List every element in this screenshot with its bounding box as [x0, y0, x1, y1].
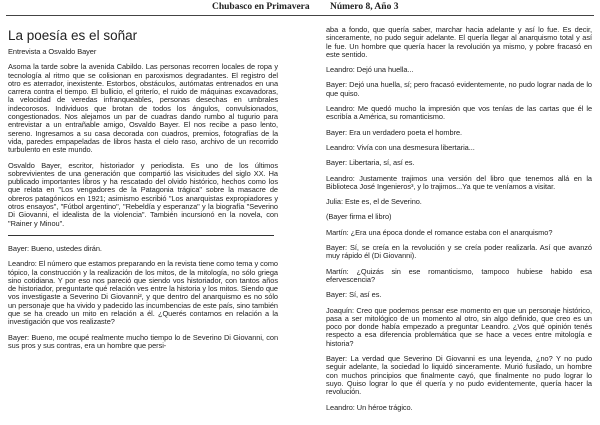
interview-line: Leandro: Un héroe trágico. [326, 402, 413, 412]
interview-line: Leandro: Vivía con una desmesura libertaria... [326, 142, 475, 152]
interview-line: Bayer: Sí, se creía en la revolución y se creía poder realizarla. Así que avanzó muy rápido él (Di Giovanni). [326, 243, 592, 261]
interview-line: Bayer: La verdad que Severino Di Giovanni es una leyenda, ¿no? Y no pudo seguir adelante, la sociedad lo liquidó sinceramente. Murió fusilado, un hombre con muchos principios que finalmente cayó, que finalmente no pudo lograr lo suyo. Quiso lograr lo que él quería y no pudo evidentemente, quería hacer la revolución. [326, 354, 592, 397]
interview-line: Joaquín: Creo que podemos pensar ese momento en que un personaje histórico, pasa a ser mitológico de un momento al otro, sin algo definido, que creo es un poco por donde había empezado a preguntar Leandro. ¿Vos qué opinión tenés respecto a esa diferencia problemática que se hace a veces entre mitología e historia? [326, 305, 592, 348]
left-column [8, 20, 278, 357]
interview-line: Bayer: Bueno, ustedes dirán. [8, 243, 102, 253]
interview-line: Bayer: Dejó una huella, sí; pero fracasó evidentemente, no pudo lograr nada de lo que quiso. [326, 80, 592, 98]
issue-number: Número 8, Año 3 [330, 2, 399, 12]
interview-line: Bayer: Bueno, me ocupé realmente mucho tiempo lo de Severino Di Giovanni, con sus pros y sus contras, era un hombre que persi- [8, 332, 278, 350]
interview-line: Julia: Este es, el de Severino. [326, 197, 422, 207]
article-byline: Entrevista a Osvaldo Bayer [8, 47, 97, 56]
interview-line: Leandro: Justamente trajimos una versión del libro que tenemos allá en la Biblioteca José Ingenieros³, y lo trajimos...Ya que te veníamos a visitar. [326, 173, 592, 191]
intro-paragraph: Osvaldo Bayer, escritor, historiador y periodista. Es uno de los últimos sobrevivientes de una generación que compartió las visicitudes del siglo XX. Ha publicado importantes libros y ha rescatado del olvido histórico, hechos como los que relata en "Los vengadores de la Patagonia trágica" sobre la masacre de obreros patagónicos en 1921; asimismo escribió "Los anarquistas expropiadores y otros ensayos", "Fútbol argentino", "Rebeldía y esperanza" y la biografía "Severino Di Giovanni, el idealista de la violencia". También incursionó en la novela, con "Rainer y Minou". [8, 160, 278, 228]
article-title: La poesía es el soñar [8, 28, 138, 43]
right-column [326, 26, 592, 419]
interview-line: Martín: ¿Era una época donde el romance estaba con el anarquismo? [326, 227, 553, 237]
publication-name: Chubasco en Primavera [212, 2, 310, 12]
interview-line: Leandro: Dejó una huella... [326, 65, 414, 75]
header-rule [6, 15, 594, 16]
interview-line: Martín: ¿Quizás sin ese romanticismo, tampoco hubiese habido esa efervescencia? [326, 266, 592, 284]
interview-line: aba a fondo, que quería saber, marchar hacia adelante y así lo fue. Es decir, sinceramente, no pudo seguir adelante. El quería llegar al anarquismo total y así le fue. Un hombre que quería hacer la revolución ya mismo, y pobre fracasó en este sentido. [326, 25, 592, 59]
interview-line: Bayer: Sí, así es. [326, 290, 382, 300]
interview-line: Leandro: El número que estamos preparando en la revista tiene como tema y como tópico, la construcción y la realización de los mitos, de la mitología, no sólo griega sino cotidiana. Y por eso nos pareció que siendo vos historiador, con tantos años de historiador, preguntarte qué relación ves entre la historia y los mitos. Siendo que vos investigaste a Severino Di Giovanni², y que dentro del anarquismo es no sólo un personaje que ha vivido y padecido las incumbencias de este país, sino también que se ha creado un mito en relación a él. ¿Querés contarnos en relación a la investigación que vos realizaste? [8, 259, 278, 327]
running-header [0, 1, 600, 15]
interview-line: Leandro: Me quedó mucho la impresión que vos tenías de las cartas que él le escribía a América, su romanticismo. [326, 104, 592, 122]
stage-direction: (Bayer firma el libro) [326, 212, 392, 222]
section-rule [8, 235, 274, 236]
interview-line: Bayer: Libertaria, sí, así es. [326, 158, 415, 168]
interview-line: Bayer: Era un verdadero poeta el hombre. [326, 127, 463, 137]
intro-paragraph: Asoma la tarde sobre la avenida Cabildo. Las personas recorren locales de ropa y tecnología al ritmo que se colisionan en paroxismos degradantes. El registro del otro es aterrador, inexistente. Estorbos, obstáculos, autómatas entrenados en una carrera contra el tiempo. El bullicio, el griterío, el ruido de máquinas excavadoras, la velocidad de veredas infranqueables, personas desechas en umbrales indecorosos. Individuos que brotan de todos los ángulos, convulsionados, congestionados. Nos alejamos un par de cuadras dando rumbo al tugurio para entrevistar a un entrañable amigo, Osvaldo Bayer. El nos recibe a paso lento, sereno. Ingresamos a su casa decorada con cuadros, premios, fotografías de la vida, paredes empapeladas de libros hasta el cielo raso, archivo de un recorrido turbulento en este mundo. [8, 62, 278, 155]
